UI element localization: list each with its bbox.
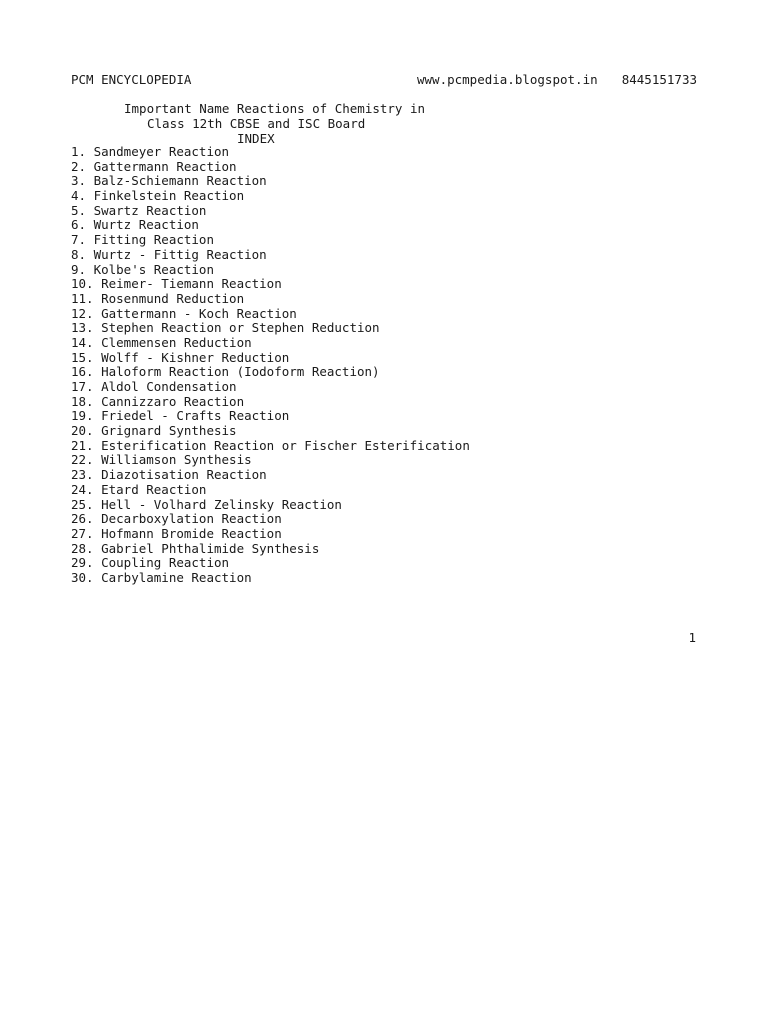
index-item: 19. Friedel - Crafts Reaction (71, 408, 290, 424)
index-item: 26. Decarboxylation Reaction (71, 511, 282, 527)
page-number: 1 (688, 630, 696, 645)
index-heading: INDEX (237, 131, 275, 146)
index-item: 16. Haloform Reaction (Iodoform Reaction) (71, 364, 380, 380)
index-item: 30. Carbylamine Reaction (71, 569, 252, 585)
index-item: 27. Hofmann Bromide Reaction (71, 525, 282, 541)
index-item: 7. Fitting Reaction (71, 232, 214, 248)
index-item: 15. Wolff - Kishner Reduction (71, 349, 290, 365)
index-item: 14. Clemmensen Reduction (71, 334, 252, 350)
index-item: 23. Diazotisation Reaction (71, 467, 267, 483)
page-header (71, 72, 697, 88)
index-item: 28. Gabriel Phthalimide Synthesis (71, 540, 320, 556)
index-item: 8. Wurtz - Fittig Reaction (71, 246, 267, 262)
index-item: 29. Coupling Reaction (71, 555, 230, 571)
index-item: 25. Hell - Volhard Zelinsky Reaction (71, 496, 342, 512)
index-item: 6. Wurtz Reaction (71, 217, 199, 233)
index-item: 22. Williamson Synthesis (71, 452, 252, 468)
index-item: 5. Swartz Reaction (71, 202, 207, 218)
header-brand: PCM ENCYCLOPEDIA (71, 72, 192, 87)
index-item: 2. Gattermann Reaction (71, 158, 237, 174)
index-item: 11. Rosenmund Reduction (71, 290, 245, 306)
index-item: 1. Sandmeyer Reaction (71, 144, 230, 159)
index-item: 21. Esterification Reaction or Fischer Esterification (71, 437, 470, 453)
index-item: 24. Etard Reaction (71, 481, 207, 497)
index-item: 3. Balz-Schiemann Reaction (71, 173, 267, 189)
header-phone: 8445151733 (621, 72, 697, 87)
index-list (71, 145, 470, 586)
index-item: 18. Cannizzaro Reaction (71, 393, 245, 409)
index-item: 9. Kolbe's Reaction (71, 261, 214, 277)
index-item: 20. Grignard Synthesis (71, 423, 237, 439)
index-item: 4. Finkelstein Reaction (71, 188, 245, 204)
header-website: www.pcmpedia.blogspot.in (417, 72, 598, 87)
index-item: 10. Reimer- Tiemann Reaction (71, 276, 282, 292)
index-item: 17. Aldol Condensation (71, 379, 237, 394)
index-item: 13. Stephen Reaction or Stephen Reduction (71, 320, 380, 336)
title-line-2: Class 12th CBSE and ISC Board (147, 116, 366, 131)
index-item: 12. Gattermann - Koch Reaction (71, 305, 297, 321)
title-line-1: Important Name Reactions of Chemistry in (124, 101, 426, 116)
